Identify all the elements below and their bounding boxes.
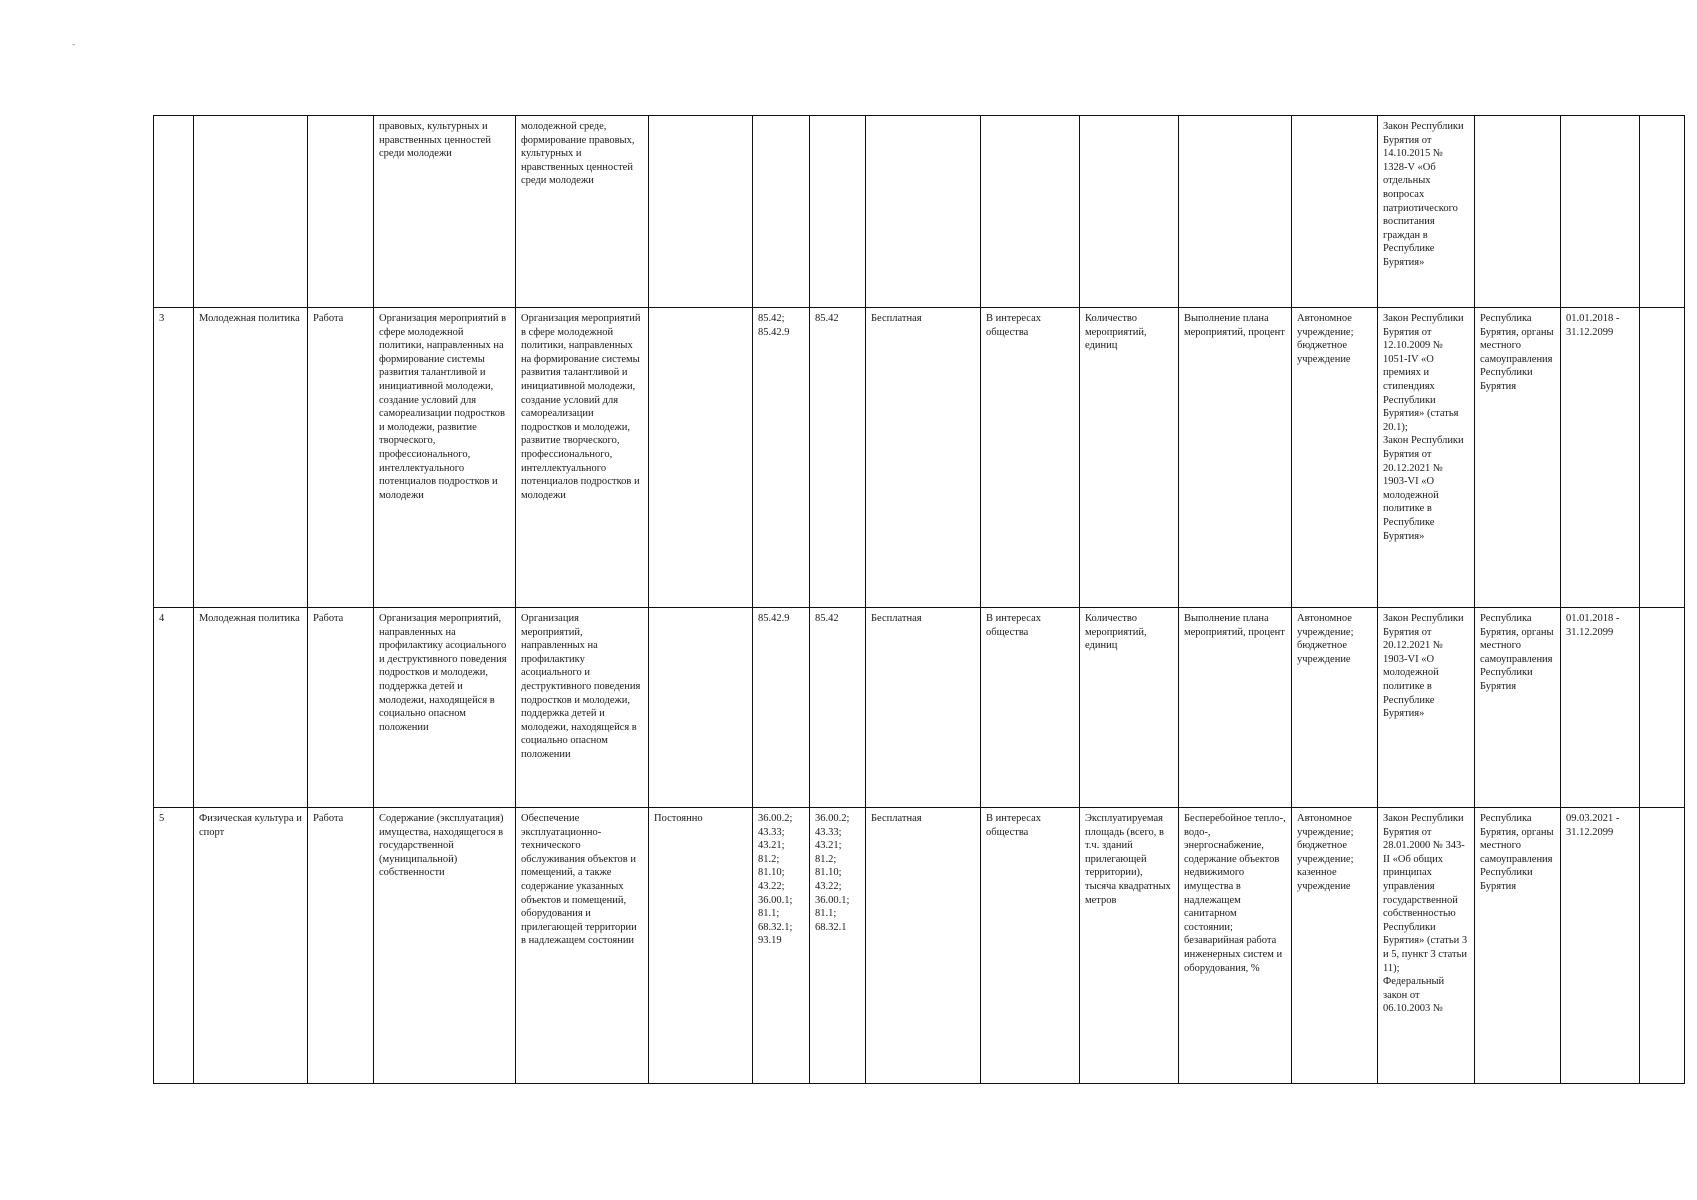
cell-volume bbox=[1080, 308, 1179, 608]
cell-area bbox=[194, 608, 308, 808]
cell-interest bbox=[981, 308, 1080, 608]
cell-num bbox=[154, 608, 194, 808]
cell-content2 bbox=[516, 308, 649, 608]
cell-authority bbox=[1475, 808, 1561, 1084]
cell-okved2 bbox=[810, 808, 866, 1084]
cell-area-text: Молодежная политика bbox=[199, 613, 300, 624]
cell-institution bbox=[1292, 308, 1378, 608]
cell-okved2-text: 85.42 bbox=[815, 313, 839, 324]
cell-extra bbox=[1640, 608, 1685, 808]
cell-content-text: Содержание (эксплуатация) имущества, находящегося в государственной (муниципальной) собственности bbox=[379, 813, 504, 879]
cell-content2 bbox=[516, 608, 649, 808]
cell-institution-text: Автономное учреждение; бюджетное учреждение bbox=[1297, 613, 1354, 665]
cell-payment bbox=[866, 608, 981, 808]
cell-quality bbox=[1179, 308, 1292, 608]
cell-quality-text: Бесперебойное тепло-, водо-, энергоснабжение, содержание объектов недвижимого имущества в надлежащем санитарном состоянии; безаварийная работа инженерных систем и оборудования, % bbox=[1184, 813, 1286, 974]
cell-kind bbox=[308, 116, 374, 308]
table-row bbox=[154, 608, 1685, 808]
cell-institution-text: Автономное учреждение; бюджетное учреждение bbox=[1297, 313, 1354, 365]
cell-okved2 bbox=[810, 608, 866, 808]
cell-content2-text: молодежной среде, формирование правовых, культурных и нравственных ценностей среди молодежи bbox=[521, 121, 635, 187]
cell-dates-text: 01.01.2018 - 31.12.2099 bbox=[1566, 613, 1620, 638]
cell-authority-text: Республика Бурятия, органы местного самоуправления Республики Бурятия bbox=[1480, 313, 1554, 392]
cell-institution-text: Автономное учреждение; бюджетное учреждение; казенное учреждение bbox=[1297, 813, 1354, 892]
corner-mark: - bbox=[72, 40, 76, 50]
cell-okved2 bbox=[810, 116, 866, 308]
cell-authority-text: Республика Бурятия, органы местного самоуправления Республики Бурятия bbox=[1480, 813, 1554, 892]
cell-authority bbox=[1475, 116, 1561, 308]
cell-okved2 bbox=[810, 308, 866, 608]
cell-okved2-text: 36.00.2; 43.33; 43.21; 81.2; 81.10; 43.22; 36.00.1; 81.1; 68.32.1 bbox=[815, 813, 850, 933]
cell-num-text: 5 bbox=[159, 813, 165, 824]
cell-quality-text: Выполнение плана мероприятий, процент bbox=[1184, 613, 1285, 638]
cell-law-text: Закон Республики Бурятия от 14.10.2015 № 1328-V «Об отдельных вопросах патриотического воспитания граждан в Республике Бурятия» bbox=[1383, 121, 1464, 268]
cell-condition-text: Постоянно bbox=[654, 813, 703, 824]
cell-extra bbox=[1640, 808, 1685, 1084]
cell-extra bbox=[1640, 308, 1685, 608]
cell-area bbox=[194, 308, 308, 608]
cell-quality-text: Выполнение плана мероприятий, процент bbox=[1184, 313, 1285, 338]
cell-content bbox=[374, 116, 516, 308]
cell-volume bbox=[1080, 808, 1179, 1084]
cell-num bbox=[154, 116, 194, 308]
cell-dates-text: 09.03.2021 - 31.12.2099 bbox=[1566, 813, 1620, 838]
cell-law-text: Закон Республики Бурятия от 12.10.2009 № 1051-IV «О премиях и стипендиях Республики Бурятия» (статья 20.1); Закон Республики Бурятия от 20.12.2021 № 1903-VI «О молодежной политике в Республике Бурятия» bbox=[1383, 313, 1464, 542]
cell-okved1 bbox=[753, 808, 810, 1084]
cell-kind-text: Работа bbox=[313, 613, 344, 624]
cell-institution bbox=[1292, 116, 1378, 308]
table-row bbox=[154, 808, 1685, 1084]
cell-volume-text: Эксплуатируемая площадь (всего, в т.ч. зданий прилегающей территории), тысяча квадратных метров bbox=[1085, 813, 1171, 906]
cell-okved1-text: 85.42; 85.42.9 bbox=[758, 313, 790, 338]
cell-institution bbox=[1292, 808, 1378, 1084]
table-row bbox=[154, 116, 1685, 308]
cell-content bbox=[374, 808, 516, 1084]
cell-authority bbox=[1475, 608, 1561, 808]
cell-quality bbox=[1179, 116, 1292, 308]
cell-content2-text: Организация мероприятий, направленных на профилактику асоциального и деструктивного поведения подростков и молодежи, поддержка детей и молодежи, находящейся в социально опасном положении bbox=[521, 613, 641, 760]
cell-okved1 bbox=[753, 608, 810, 808]
cell-num bbox=[154, 308, 194, 608]
cell-content2-text: Организация мероприятий в сфере молодежной политики, направленных на формирование системы развития талантливой и инициативной молодежи, создание условий для самореализации подростков и молодежи, развитие творческого, профессионального, интеллектуального потенциалов подростков и молодежи bbox=[521, 313, 641, 501]
cell-okved2-text: 85.42 bbox=[815, 613, 839, 624]
cell-payment-text: Бесплатная bbox=[871, 613, 922, 624]
cell-law bbox=[1378, 116, 1475, 308]
table-body bbox=[154, 116, 1685, 1084]
cell-kind-text: Работа bbox=[313, 813, 344, 824]
cell-content bbox=[374, 308, 516, 608]
cell-volume bbox=[1080, 608, 1179, 808]
cell-dates bbox=[1561, 808, 1640, 1084]
cell-interest-text: В интересах общества bbox=[986, 313, 1041, 338]
cell-dates-text: 01.01.2018 - 31.12.2099 bbox=[1566, 313, 1620, 338]
cell-volume-text: Количество мероприятий, единиц bbox=[1085, 313, 1147, 352]
cell-okved1-text: 36.00.2; 43.33; 43.21; 81.2; 81.10; 43.22; 36.00.1; 81.1; 68.32.1; 93.19 bbox=[758, 813, 793, 947]
cell-volume bbox=[1080, 116, 1179, 308]
cell-quality bbox=[1179, 608, 1292, 808]
cell-authority-text: Республика Бурятия, органы местного самоуправления Республики Бурятия bbox=[1480, 613, 1554, 692]
cell-content bbox=[374, 608, 516, 808]
cell-quality bbox=[1179, 808, 1292, 1084]
cell-extra bbox=[1640, 116, 1685, 308]
cell-law bbox=[1378, 808, 1475, 1084]
cell-area bbox=[194, 116, 308, 308]
cell-interest bbox=[981, 808, 1080, 1084]
cell-okved1-text: 85.42.9 bbox=[758, 613, 790, 624]
cell-condition bbox=[649, 808, 753, 1084]
cell-dates bbox=[1561, 308, 1640, 608]
cell-content-text: Организация мероприятий в сфере молодежной политики, направленных на формирование системы развития талантливой и инициативной молодежи, создание условий для самореализации подростков и молодежи, развитие творческого, профессионального, интеллектуального потенциалов подростков и молодежи bbox=[379, 313, 507, 501]
cell-payment-text: Бесплатная bbox=[871, 813, 922, 824]
cell-interest bbox=[981, 608, 1080, 808]
cell-kind-text: Работа bbox=[313, 313, 344, 324]
cell-dates bbox=[1561, 608, 1640, 808]
cell-kind bbox=[308, 308, 374, 608]
cell-institution bbox=[1292, 608, 1378, 808]
cell-law bbox=[1378, 308, 1475, 608]
cell-num bbox=[154, 808, 194, 1084]
cell-interest bbox=[981, 116, 1080, 308]
cell-law-text: Закон Республики Бурятия от 20.12.2021 № 1903-VI «О молодежной политике в Республике Бурятия» bbox=[1383, 613, 1464, 720]
cell-interest-text: В интересах общества bbox=[986, 613, 1041, 638]
cell-area-text: Молодежная политика bbox=[199, 313, 300, 324]
cell-content2 bbox=[516, 116, 649, 308]
cell-okved1 bbox=[753, 308, 810, 608]
cell-payment-text: Бесплатная bbox=[871, 313, 922, 324]
cell-content2-text: Обеспечение эксплуатационно-технического обслуживания объектов и помещений, а также содержание указанных объектов и помещений, оборудования и прилегающей территории в надлежащем состоянии bbox=[521, 813, 637, 947]
cell-volume-text: Количество мероприятий, единиц bbox=[1085, 613, 1147, 652]
cell-authority bbox=[1475, 308, 1561, 608]
cell-num-text: 4 bbox=[159, 613, 165, 624]
cell-condition bbox=[649, 308, 753, 608]
cell-interest-text: В интересах общества bbox=[986, 813, 1041, 838]
cell-area bbox=[194, 808, 308, 1084]
cell-payment bbox=[866, 116, 981, 308]
cell-law-text: Закон Республики Бурятия от 28.01.2000 № 343-II «Об общих принципах управления государственной собственностью Республики Бурятия» (статьи 3 и 5, пункт 3 статьи 11); Федеральный закон от 06.10.2003 № bbox=[1383, 813, 1468, 1015]
registry-table bbox=[153, 115, 1685, 1084]
cell-content-text: Организация мероприятий, направленных на профилактику асоциального и деструктивного поведения подростков и молодежи, поддержка детей и молодежи, находящейся в социально опасном положении bbox=[379, 613, 507, 733]
cell-law bbox=[1378, 608, 1475, 808]
cell-content2 bbox=[516, 808, 649, 1084]
table-row bbox=[154, 308, 1685, 608]
cell-condition bbox=[649, 608, 753, 808]
cell-area-text: Физическая культура и спорт bbox=[199, 813, 302, 838]
cell-dates bbox=[1561, 116, 1640, 308]
cell-kind bbox=[308, 808, 374, 1084]
cell-okved1 bbox=[753, 116, 810, 308]
cell-condition bbox=[649, 116, 753, 308]
cell-kind bbox=[308, 608, 374, 808]
cell-num-text: 3 bbox=[159, 313, 165, 324]
cell-payment bbox=[866, 308, 981, 608]
cell-payment bbox=[866, 808, 981, 1084]
cell-content-text: правовых, культурных и нравственных ценностей среди молодежи bbox=[379, 121, 491, 160]
